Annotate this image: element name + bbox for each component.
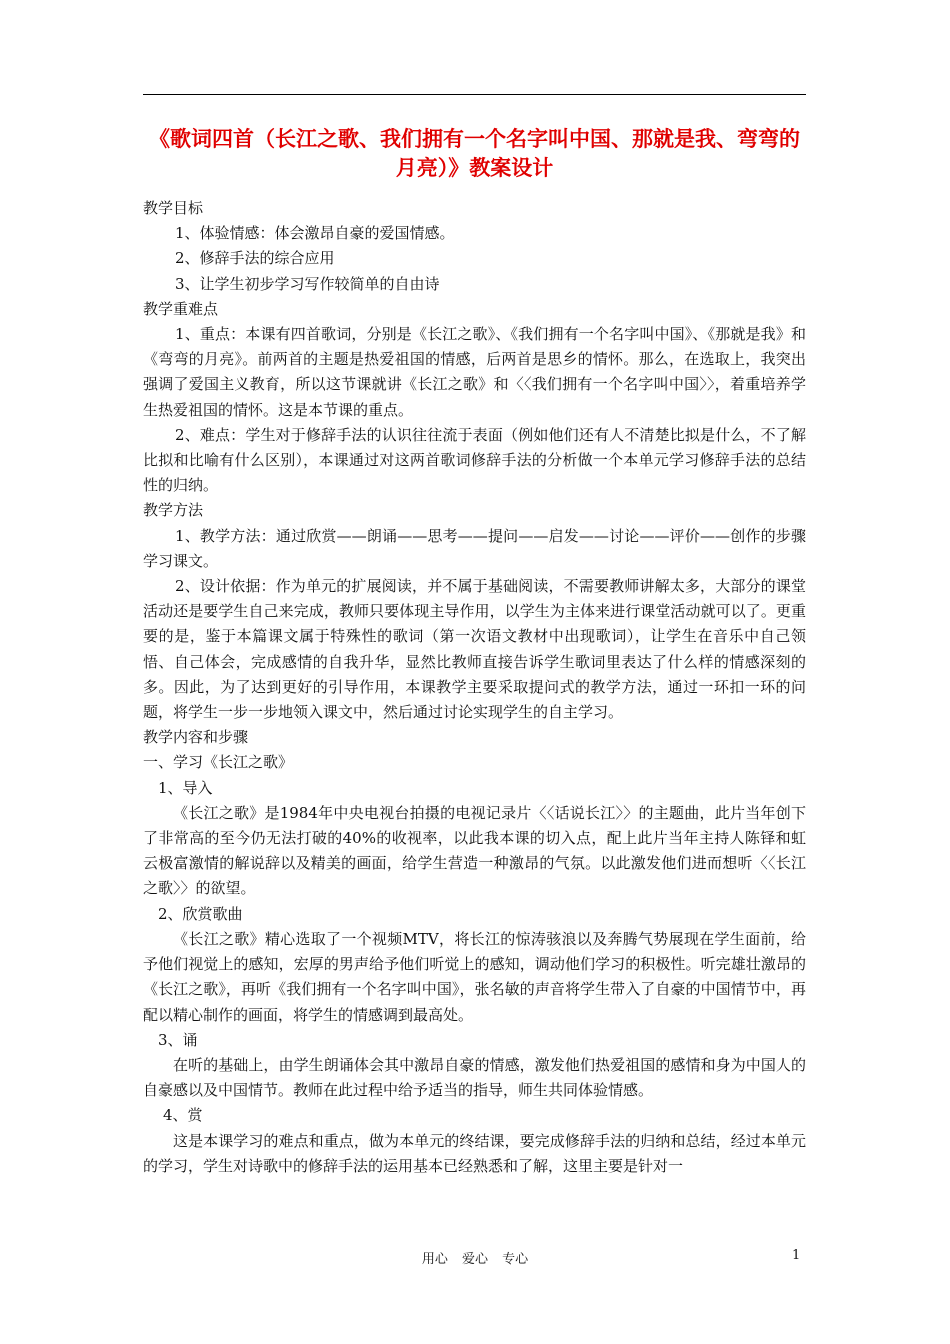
page-number: 1 [792, 1248, 801, 1263]
goal-item: 3、让学生初步学习写作较简单的自由诗 [175, 274, 440, 293]
step-recite-heading: 3、诵 [158, 1030, 198, 1049]
step-appreciate-text: 这是本课学习的难点和重点，做为本单元的终结课，要完成修辞手法的归纳和总结，经过本单元的学习，学生对诗歌中的修辞手法的运用基本已经熟悉和了解，这里主要是针对一 [143, 1131, 806, 1175]
method-paragraph: 1、教学方法：通过欣赏——朗诵——思考——提问——启发——讨论——评价——创作的步骤学习课文。 [143, 526, 806, 570]
goal-item: 1、体验情感：体会激昂自豪的爱国情感。 [175, 224, 455, 243]
step-intro-text: 《长江之歌》是1984年中央电视台拍摄的电视记录片〈〈话说长江〉〉的主题曲，此片当年创下了非常高的至今仍无法打破的40%的收视率，以此我本课的切入点，配上此片当年主持人陈铎和虹云极富激情的解说辞以及精美的画面，给学生营造一种激昂的气氛。以此激发他们进而想听〈〈长江之歌〉〉的欲望。 [143, 803, 806, 898]
step-listen-text: 《长江之歌》精心选取了一个视频MTV，将长江的惊涛骇浪以及奔腾气势展现在学生面前，给予他们视觉上的感知，宏厚的男声给予他们听觉上的感知，调动他们学习的积极性。听完雄壮激昂的《长江之歌》，再听《我们拥有一个名字叫中国》，张名敏的声音将学生带入了自豪的中国情节中，再配以精心制作的画面，将学生的情感调到最高处。 [143, 929, 806, 1024]
document-body [143, 196, 806, 1179]
document-title: 《歌词四首（长江之歌、我们拥有一个名字叫中国、那就是我、弯弯的月亮）》教案设计 [149, 126, 800, 180]
footer-motto: 用心 爱心 专心 [421, 1252, 529, 1267]
step-appreciate-heading: 4、赏 [163, 1106, 203, 1125]
key-points-heading: 教学重难点 [143, 299, 219, 318]
step-listen-heading: 2、欣赏歌曲 [158, 904, 243, 923]
step-recite-text: 在听的基础上，由学生朗诵体会其中激昂自豪的情感，激发他们热爱祖国的感情和身为中国人的自豪感以及中国情节。教师在此过程中给予适当的指导，师生共同体验情感。 [143, 1055, 806, 1100]
step-intro-heading: 1、导入 [158, 778, 213, 797]
part-one-heading: 一、学习《长江之歌》 [143, 753, 294, 772]
methods-heading: 教学方法 [143, 501, 204, 520]
key-point-paragraph: 1、重点：本课有四首歌词，分别是《长江之歌》、《我们拥有一个名字叫中国》、《那就是我》和《弯弯的月亮》。前两首的主题是热爱祖国的情感，后两首是思乡的情怀。那么，在选取上，我突出强调了爱国主义教育，所以这节课就讲《长江之歌》和〈〈我们拥有一个名字叫中国〉〉，着重培养学生热爱祖国的情怀。这是本节课的重点。 [143, 325, 806, 419]
difficulty-paragraph: 2、难点：学生对于修辞手法的认识往往流于表面（例如他们还有人不清楚比拟是什么，不了解比拟和比喻有什么区别），本课通过对这两首歌词修辞手法的分析做一个本单元学习修辞手法的总结性的归纳。 [143, 425, 806, 495]
design-basis-paragraph: 2、设计依据：作为单元的扩展阅读，并不属于基础阅读，不需要教师讲解太多，大部分的课堂活动还是要学生自己来完成，教师只要体现主导作用，以学生为主体来进行课堂活动就可以了。更重要的是，鉴于本篇课文属于特殊性的歌词（第一次语文教材中出现歌词），让学生在音乐中自己领悟、自己体会，完成感情的自我升华，显然比教师直接告诉学生歌词里表达了什么样的情感深刻的多。因此，为了达到更好的引导作用，本课教学主要采取提问式的教学方法，通过一环扣一环的问题，将学生一步一步地领入课文中，然后通过讨论实现学生的自主学习。 [143, 577, 806, 722]
steps-heading: 教学内容和步骤 [143, 728, 249, 747]
goal-item: 2、修辞手法的综合应用 [175, 249, 335, 268]
header-rule [143, 94, 806, 95]
goals-heading: 教学目标 [143, 199, 204, 217]
